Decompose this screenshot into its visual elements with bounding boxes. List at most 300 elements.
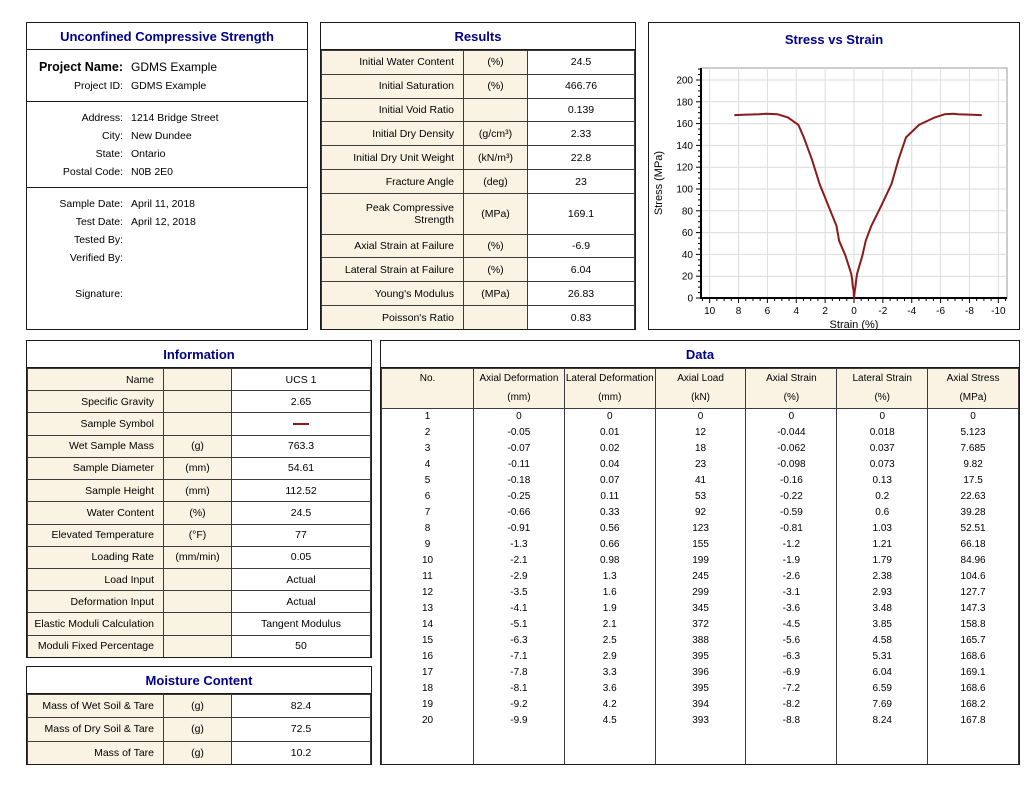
spec-value: -6.9: [528, 234, 635, 258]
data-cell: -0.05: [474, 425, 565, 441]
column-unit: (MPa): [959, 392, 987, 403]
spec-row: [28, 524, 371, 546]
data-cell: -1.2: [746, 537, 837, 553]
data-panel: [380, 340, 1020, 765]
spec-label: Sample Symbol: [28, 413, 164, 435]
moisture-panel-title: Moisture Content: [27, 667, 371, 694]
data-cell: 395: [655, 681, 746, 697]
data-cell: 0.98: [564, 553, 655, 569]
svg-text:2: 2: [822, 306, 828, 317]
ucs-header-panel: [26, 22, 308, 330]
svg-text:200: 200: [676, 75, 693, 87]
svg-text:6: 6: [764, 306, 771, 317]
data-cell: 127.7: [928, 585, 1019, 601]
svg-text:120: 120: [676, 162, 693, 174]
ucs-field-row: [27, 57, 307, 77]
data-cell: 0: [655, 409, 746, 425]
spec-unit: (mm): [164, 457, 232, 479]
svg-text:40: 40: [681, 249, 693, 261]
data-cell: 84.96: [928, 553, 1019, 569]
spec-value: UCS 1: [232, 369, 371, 391]
spec-label: Initial Water Content: [322, 51, 464, 75]
spec-unit: [164, 391, 232, 413]
data-cell: -8.2: [746, 697, 837, 713]
spec-unit: [464, 306, 528, 330]
data-cell: 0.6: [837, 505, 928, 521]
data-cell: 372: [655, 617, 746, 633]
spec-label: Deformation Input: [28, 591, 164, 613]
data-cell: 4.2: [564, 697, 655, 713]
spec-unit: (g): [164, 718, 232, 741]
data-cell: 7.69: [837, 697, 928, 713]
spec-row: [28, 391, 371, 413]
spec-row: [322, 282, 635, 306]
spec-value: 24.5: [528, 51, 635, 75]
data-cell: 41: [655, 473, 746, 489]
svg-text:-10: -10: [991, 306, 1006, 317]
spec-row: [28, 635, 371, 657]
field-label: Signature:: [75, 288, 123, 300]
data-cell: 0: [837, 409, 928, 425]
data-cell: 1.6: [564, 585, 655, 601]
spec-label: Initial Dry Density: [322, 122, 464, 146]
field-label: State:: [95, 148, 123, 160]
field-value: April 11, 2018: [131, 198, 196, 210]
data-cell: -3.1: [746, 585, 837, 601]
data-cell: 17: [382, 665, 474, 681]
spec-value: Tangent Modulus: [232, 613, 371, 635]
data-cell: -3.5: [474, 585, 565, 601]
data-cell: -0.16: [746, 473, 837, 489]
svg-text:-8: -8: [965, 306, 974, 317]
field-label: Verified By:: [69, 252, 123, 264]
data-cell: -6.3: [474, 633, 565, 649]
spec-row: [322, 170, 635, 194]
data-column-header: [382, 369, 474, 409]
svg-text:10: 10: [704, 306, 716, 317]
spec-value: 0.139: [528, 98, 635, 122]
spec-unit: (%): [464, 51, 528, 75]
spec-row: [322, 122, 635, 146]
stress-strain-chart: [649, 52, 1020, 330]
data-cell: 2: [382, 425, 474, 441]
data-cell: -0.07: [474, 441, 565, 457]
column-unit: (mm): [598, 392, 622, 403]
spec-label: Sample Height: [28, 480, 164, 502]
spec-value: 50: [232, 635, 371, 657]
data-cell: 1.9: [564, 601, 655, 617]
data-cell: 0.04: [564, 457, 655, 473]
spec-unit: (MPa): [464, 193, 528, 234]
data-cell: 20: [382, 713, 474, 729]
spec-value: 82.4: [232, 695, 371, 718]
data-row: [382, 489, 1019, 505]
svg-text:20: 20: [681, 271, 693, 283]
spec-unit: (%): [464, 258, 528, 282]
spec-label: Name: [28, 369, 164, 391]
data-cell: 6.04: [837, 665, 928, 681]
spec-unit: (%): [164, 502, 232, 524]
data-panel-title: Data: [381, 341, 1019, 368]
svg-text:180: 180: [676, 97, 693, 109]
data-cell: -9.9: [474, 713, 565, 729]
data-cell: 23: [655, 457, 746, 473]
results-panel-title: Results: [321, 23, 635, 50]
data-row: [382, 649, 1019, 665]
spec-label: Moduli Fixed Percentage: [28, 635, 164, 657]
data-cell: 388: [655, 633, 746, 649]
data-cell: 16: [382, 649, 474, 665]
spec-row: [28, 480, 371, 502]
spec-value: 2.65: [232, 391, 371, 413]
data-row: [382, 441, 1019, 457]
results-panel: [320, 22, 636, 330]
spec-label: Load Input: [28, 568, 164, 590]
data-table: [381, 368, 1019, 765]
spec-unit: (%): [464, 74, 528, 98]
data-cell: 10: [382, 553, 474, 569]
data-cell: 396: [655, 665, 746, 681]
spec-value: 0.83: [528, 306, 635, 330]
data-cell: 0: [564, 409, 655, 425]
spec-row: [28, 502, 371, 524]
data-cell: 0.13: [837, 473, 928, 489]
spec-unit: [164, 369, 232, 391]
ucs-panel-title: Unconfined Compressive Strength: [27, 23, 307, 50]
data-cell: -0.062: [746, 441, 837, 457]
data-cell: -6.3: [746, 649, 837, 665]
svg-text:Strain (%): Strain (%): [829, 319, 879, 330]
spec-label: Peak Compressive Strength: [322, 193, 464, 234]
data-cell: -0.044: [746, 425, 837, 441]
field-value: GDMS Example: [131, 60, 218, 74]
data-cell: -0.81: [746, 521, 837, 537]
spec-unit: (%): [464, 234, 528, 258]
data-cell: 299: [655, 585, 746, 601]
data-cell: 199: [655, 553, 746, 569]
spec-unit: (°F): [164, 524, 232, 546]
data-row: [382, 553, 1019, 569]
spec-label: Fracture Angle: [322, 170, 464, 194]
ucs-field-row: [27, 285, 307, 303]
data-cell: 395: [655, 649, 746, 665]
spec-row: [322, 98, 635, 122]
data-cell: 0.02: [564, 441, 655, 457]
spec-row: [28, 369, 371, 391]
column-label: Axial Deformation: [479, 373, 559, 384]
data-cell: -2.1: [474, 553, 565, 569]
data-cell: -2.6: [746, 569, 837, 585]
ucs-project-info: [27, 50, 307, 309]
field-value: GDMS Example: [131, 80, 207, 92]
spec-value: 77: [232, 524, 371, 546]
data-row: [382, 409, 1019, 425]
column-unit: (%): [874, 392, 890, 403]
spec-label: Initial Saturation: [322, 74, 464, 98]
ucs-field-row: [27, 231, 307, 249]
data-cell: 52.51: [928, 521, 1019, 537]
spec-value: Actual: [232, 591, 371, 613]
sample-symbol-line: [293, 423, 309, 425]
spec-row: [28, 695, 371, 718]
data-cell: -7.8: [474, 665, 565, 681]
data-row: [382, 457, 1019, 473]
data-cell: 1.21: [837, 537, 928, 553]
information-panel-title: Information: [27, 341, 371, 368]
data-column-header: [655, 369, 746, 409]
data-cell: 0.56: [564, 521, 655, 537]
spec-value: 2.33: [528, 122, 635, 146]
spec-unit: [164, 413, 232, 435]
spec-unit: (mm/min): [164, 546, 232, 568]
data-cell: -0.59: [746, 505, 837, 521]
spec-unit: (deg): [464, 170, 528, 194]
data-cell: 155: [655, 537, 746, 553]
spec-row: [28, 413, 371, 435]
data-cell: 394: [655, 697, 746, 713]
spec-value: 54.61: [232, 457, 371, 479]
data-cell: 15: [382, 633, 474, 649]
svg-text:140: 140: [676, 140, 693, 152]
data-cell: 0: [474, 409, 565, 425]
ucs-field-row: [27, 127, 307, 145]
ucs-section: [27, 188, 307, 309]
data-cell: -0.91: [474, 521, 565, 537]
spec-row: [28, 568, 371, 590]
chart-title: Stress vs Strain: [784, 32, 884, 47]
svg-text:0: 0: [687, 293, 693, 305]
column-unit: [382, 392, 473, 403]
spec-label: Initial Dry Unit Weight: [322, 146, 464, 170]
data-cell: 4: [382, 457, 474, 473]
data-cell: 0.2: [837, 489, 928, 505]
data-column-header: [746, 369, 837, 409]
data-cell: 14: [382, 617, 474, 633]
spec-label: Initial Void Ratio: [322, 98, 464, 122]
stress-strain-chart-panel: [648, 22, 1020, 330]
data-row: [382, 681, 1019, 697]
ucs-section: [27, 50, 307, 102]
data-cell: 1.3: [564, 569, 655, 585]
spec-value: [232, 413, 371, 435]
spec-unit: (g/cm³): [464, 122, 528, 146]
field-label: Project Name:: [38, 60, 123, 74]
spec-row: [322, 234, 635, 258]
data-cell: 0.07: [564, 473, 655, 489]
data-cell: -1.9: [746, 553, 837, 569]
data-cell: 7: [382, 505, 474, 521]
data-cell: 0.66: [564, 537, 655, 553]
data-column-header: [564, 369, 655, 409]
data-row: [382, 601, 1019, 617]
svg-text:60: 60: [681, 228, 693, 240]
data-cell: -0.66: [474, 505, 565, 521]
data-cell: 0.33: [564, 505, 655, 521]
field-label: City:: [102, 130, 123, 142]
spec-row: [322, 258, 635, 282]
field-label: Postal Code:: [62, 166, 123, 178]
spec-row: [322, 74, 635, 98]
data-cell: -0.25: [474, 489, 565, 505]
data-cell: 8: [382, 521, 474, 537]
spec-label: Specific Gravity: [28, 391, 164, 413]
data-cell: 5.123: [928, 425, 1019, 441]
moisture-table: [27, 694, 371, 765]
data-cell: -3.6: [746, 601, 837, 617]
data-cell: 245: [655, 569, 746, 585]
ucs-section: [27, 102, 307, 188]
data-cell: 2.38: [837, 569, 928, 585]
data-cell: 123: [655, 521, 746, 537]
data-cell: 92: [655, 505, 746, 521]
data-column-header: [474, 369, 565, 409]
column-label: Lateral Strain: [852, 373, 912, 384]
data-cell: 2.93: [837, 585, 928, 601]
svg-text:-6: -6: [936, 306, 946, 317]
spec-row: [322, 51, 635, 75]
field-value: New Dundee: [131, 130, 192, 142]
data-cell: 12: [655, 425, 746, 441]
spec-unit: [464, 98, 528, 122]
data-cell: 6: [382, 489, 474, 505]
data-cell: 2.9: [564, 649, 655, 665]
svg-text:-2: -2: [878, 306, 888, 317]
spec-value: 26.83: [528, 282, 635, 306]
column-label: Lateral Deformation: [565, 373, 654, 384]
data-cell: 12: [382, 585, 474, 601]
column-label: Axial Strain: [766, 373, 817, 384]
data-cell: 1.79: [837, 553, 928, 569]
field-label: Sample Date:: [59, 198, 123, 210]
spec-row: [28, 435, 371, 457]
spec-unit: (MPa): [464, 282, 528, 306]
spec-label: Poisson's Ratio: [322, 306, 464, 330]
data-cell: -4.5: [746, 617, 837, 633]
field-label: Project ID:: [73, 80, 123, 92]
ucs-field-row: [27, 249, 307, 267]
spec-unit: (mm): [164, 480, 232, 502]
data-column-header: [837, 369, 928, 409]
data-row: [382, 473, 1019, 489]
data-row: [382, 633, 1019, 649]
spec-unit: [164, 568, 232, 590]
data-cell: 1: [382, 409, 474, 425]
spec-row: [28, 546, 371, 568]
spec-value: 10.2: [232, 741, 371, 764]
data-cell: 11: [382, 569, 474, 585]
data-row: [382, 665, 1019, 681]
data-cell: 66.18: [928, 537, 1019, 553]
spec-value: Actual: [232, 568, 371, 590]
spec-unit: (g): [164, 741, 232, 764]
spec-label: Young's Modulus: [322, 282, 464, 306]
data-row: [382, 505, 1019, 521]
spec-row: [322, 193, 635, 234]
field-value: N0B 2E0: [131, 166, 174, 178]
svg-text:-4: -4: [907, 306, 917, 317]
column-unit: (kN): [691, 392, 711, 403]
data-column-header: [928, 369, 1019, 409]
data-cell: 17.5: [928, 473, 1019, 489]
svg-text:100: 100: [676, 184, 693, 196]
data-cell: 22.63: [928, 489, 1019, 505]
svg-text:80: 80: [681, 206, 693, 218]
spec-row: [28, 741, 371, 764]
spec-label: Mass of Wet Soil & Tare: [28, 695, 164, 718]
spec-label: Water Content: [28, 502, 164, 524]
ucs-field-row: [27, 77, 307, 95]
spec-unit: (g): [164, 695, 232, 718]
spec-label: Lateral Strain at Failure: [322, 258, 464, 282]
data-cell: 6.59: [837, 681, 928, 697]
svg-text:Stress (MPa): Stress (MPa): [653, 150, 665, 216]
svg-text:8: 8: [735, 306, 742, 317]
data-cell: 393: [655, 713, 746, 729]
spec-row: [322, 306, 635, 330]
data-cell: 0: [928, 409, 1019, 425]
spec-value: 112.52: [232, 480, 371, 502]
spec-label: Axial Strain at Failure: [322, 234, 464, 258]
data-cell: 1.03: [837, 521, 928, 537]
information-table: [27, 368, 371, 658]
data-cell: 345: [655, 601, 746, 617]
field-value: April 12, 2018: [131, 216, 196, 228]
spec-label: Elevated Temperature: [28, 524, 164, 546]
data-cell: 4.58: [837, 633, 928, 649]
data-cell: -7.2: [746, 681, 837, 697]
data-filler-row: [382, 729, 1019, 766]
data-row: [382, 425, 1019, 441]
data-cell: 0.11: [564, 489, 655, 505]
data-row: [382, 521, 1019, 537]
spec-value: 22.8: [528, 146, 635, 170]
spec-unit: (kN/m³): [464, 146, 528, 170]
data-cell: 8.24: [837, 713, 928, 729]
column-unit: (mm): [507, 392, 531, 403]
data-row: [382, 697, 1019, 713]
data-cell: -0.18: [474, 473, 565, 489]
data-cell: 158.8: [928, 617, 1019, 633]
svg-text:160: 160: [676, 119, 693, 131]
data-cell: 3.85: [837, 617, 928, 633]
data-cell: 39.28: [928, 505, 1019, 521]
data-cell: -4.1: [474, 601, 565, 617]
data-cell: -6.9: [746, 665, 837, 681]
ucs-field-row: [27, 145, 307, 163]
information-panel: [26, 340, 372, 658]
data-cell: 9.82: [928, 457, 1019, 473]
data-cell: 3.6: [564, 681, 655, 697]
spec-value: 466.76: [528, 74, 635, 98]
data-cell: 104.6: [928, 569, 1019, 585]
data-cell: 168.6: [928, 649, 1019, 665]
spec-value: 24.5: [232, 502, 371, 524]
data-cell: -7.1: [474, 649, 565, 665]
ucs-field-row: [27, 213, 307, 231]
data-cell: 4.5: [564, 713, 655, 729]
data-cell: -9.2: [474, 697, 565, 713]
spec-row: [322, 146, 635, 170]
data-cell: 13: [382, 601, 474, 617]
data-cell: -5.1: [474, 617, 565, 633]
data-cell: 7.685: [928, 441, 1019, 457]
spec-row: [28, 613, 371, 635]
spec-label: Loading Rate: [28, 546, 164, 568]
spec-unit: (g): [164, 435, 232, 457]
data-cell: 5.31: [837, 649, 928, 665]
data-cell: 18: [655, 441, 746, 457]
data-row: [382, 617, 1019, 633]
